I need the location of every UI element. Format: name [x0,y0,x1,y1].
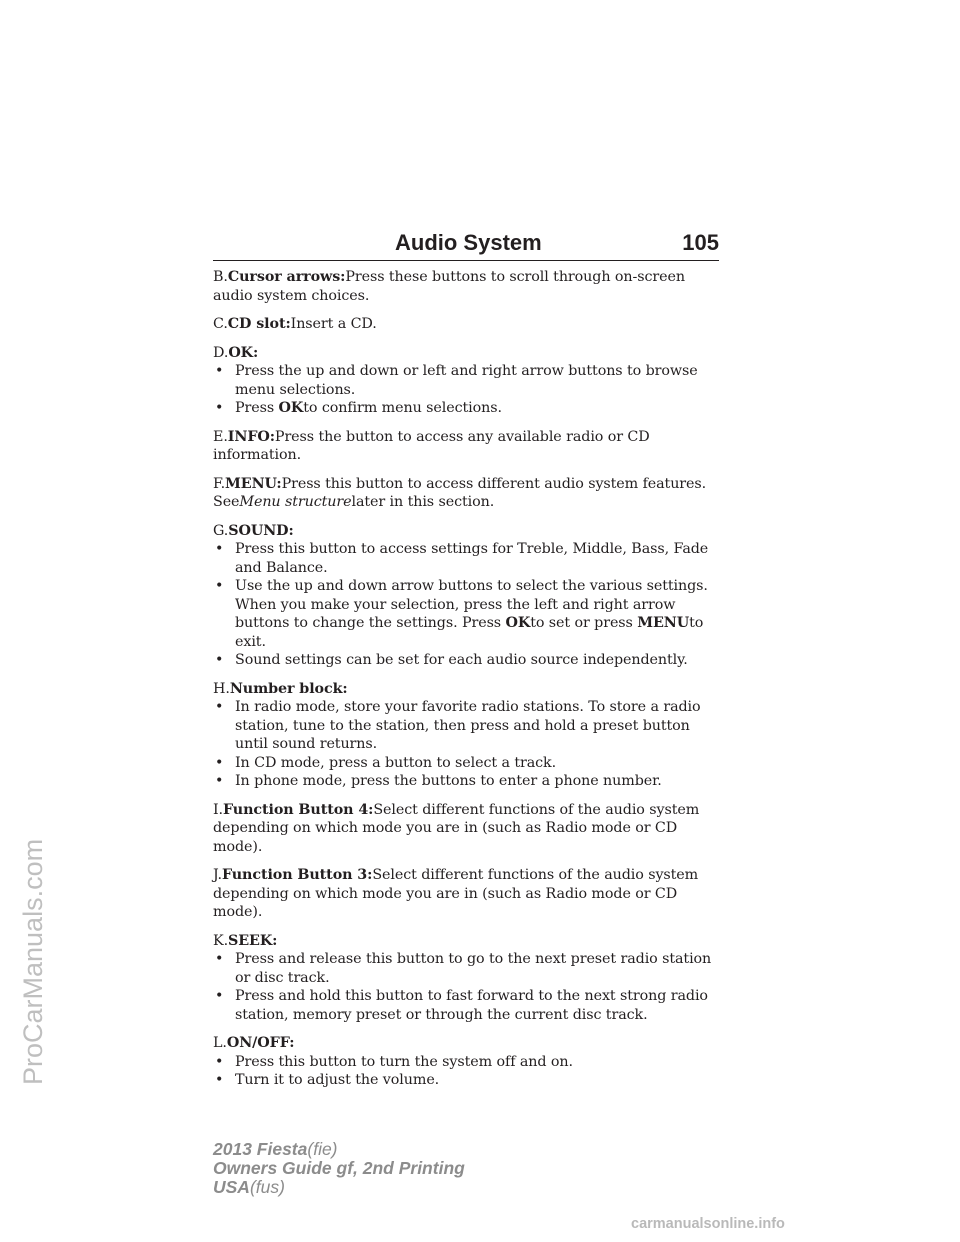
section-title: Audio System [395,230,542,255]
item-letter: E. [213,428,228,445]
bullet-icon: • [215,773,224,789]
bullet-icon: • [215,754,224,771]
bullet-list [213,950,723,1024]
item-letter: J. [213,867,222,883]
bullet-icon: • [215,578,224,594]
item-label: INFO: [227,428,275,445]
list-item: • Use the up and down arrow buttons to select the various settings. When you make your selection, press the left and right arrow buttons to change the settings. Press OKto set or press MENUto exit. [215,578,708,650]
footer-line-market: USA(fus) [213,1177,285,1197]
page-footer [213,1140,465,1197]
item-text: Insert a CD. [290,316,377,332]
list-item: • In radio mode, store your favorite radio stations. To store a radio station, tune to the station, then press and hold a preset button until sound returns. [215,699,701,752]
item-h [213,680,723,699]
bullet-icon: • [215,652,224,668]
item-label: ON/OFF: [226,1035,295,1051]
bullet-list [213,540,723,670]
item-l [213,1034,723,1053]
item-letter: H. [213,680,230,697]
manual-content [213,268,723,1100]
bullet-list [213,1053,723,1090]
list-item: • Press and hold this button to fast forward to the next strong radio station, memory preset or through the current disc track. [215,988,708,1023]
item-label: SOUND: [228,522,294,539]
item-k [213,932,723,951]
list-item: • In CD mode, press a button to select a track. [215,754,557,771]
item-c [213,315,723,334]
item-label: Number block: [229,680,348,697]
bullet-icon: • [215,951,224,967]
bullet-icon: • [215,988,224,1004]
item-label: OK: [228,344,259,361]
list-item: • Press OKto confirm menu selections. [215,400,502,416]
side-watermark: ProCarManuals.com [18,838,48,1085]
item-letter: F. [213,475,226,492]
list-item: • Sound settings can be set for each audio source independently. [215,652,688,668]
bullet-icon: • [215,1072,224,1088]
item-letter: I. [213,801,223,818]
site-watermark: carmanualsonline.info [631,1216,785,1232]
list-item: • Press and release this button to go to the next preset radio station or disc track. [215,951,712,986]
item-letter: D. [213,344,229,361]
bullet-list [213,698,723,791]
footer-line-guide: Owners Guide gf, 2nd Printing [213,1158,465,1178]
item-letter: B. [213,269,228,285]
footer-line-model: 2013 Fiesta(fie) [213,1139,338,1159]
page-header [213,228,719,261]
bullet-icon: • [215,400,224,416]
item-label: CD slot: [227,316,291,332]
list-item: • Press this button to access settings for Treble, Middle, Bass, Fade and Balance. [215,541,709,576]
item-label: MENU: [225,475,282,492]
bullet-icon: • [215,541,224,557]
item-letter: L. [213,1035,227,1051]
list-item: • In phone mode, press the buttons to enter a phone number. [215,773,662,789]
item-text: Press this button to access different audio system features. [281,475,707,492]
item-label: Cursor arrows: [227,269,346,285]
item-g [213,522,723,541]
item-label: SEEK: [228,932,278,949]
item-text: Select different functions of the audio system depending on which mode you are in (such as Radio mode or CD mode). [213,867,699,920]
item-f: F.MENU:Press this button to access different audio system features. SeeMenu structurelater in this section. [213,475,707,510]
item-e [213,428,723,465]
list-item: • Press the up and down or left and right arrow buttons to browse menu selections. [215,363,698,398]
page-number: 105 [682,230,719,255]
item-b [213,268,723,305]
item-text: Press the button to access any available radio or CD information. [213,428,650,463]
bullet-icon: • [215,363,224,379]
item-letter: K. [213,932,229,949]
item-letter: C. [213,316,228,332]
bullet-icon: • [215,699,224,715]
item-letter: G. [213,522,229,539]
item-label: Function Button 3: [221,867,373,883]
item-d [213,344,723,363]
item-i [213,801,723,857]
item-label: Function Button 4: [223,801,374,818]
bullet-list [213,362,723,418]
bullet-icon: • [215,1053,224,1070]
cross-reference: Menu structure [239,494,352,510]
item-text: Press these buttons to scroll through on-screen audio system choices. [213,269,685,304]
item-j [213,866,723,922]
item-text: Select different functions of the audio system depending on which mode you are in (such as Radio mode or CD mode). [213,801,700,855]
list-item: • Turn it to adjust the volume. [215,1072,440,1088]
list-item: • Press this button to turn the system off and on. [215,1053,573,1070]
